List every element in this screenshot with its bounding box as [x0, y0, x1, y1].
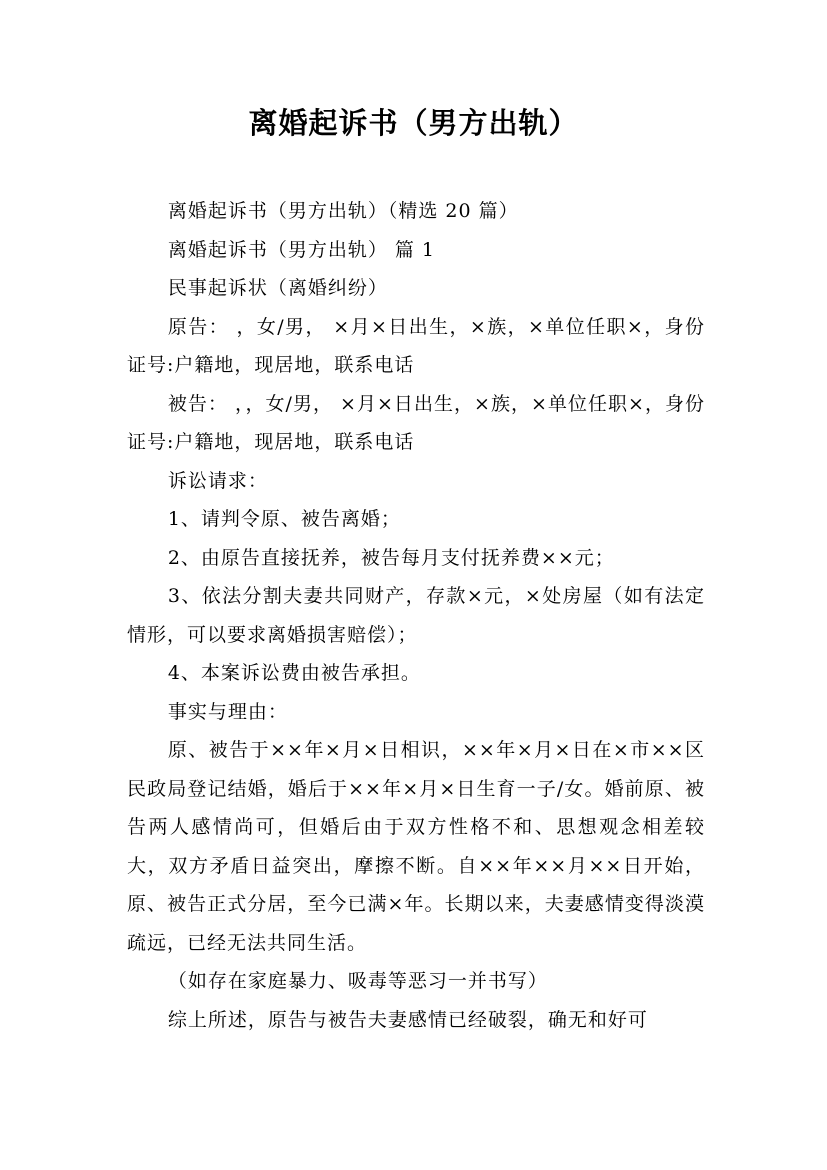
- paragraph-claim-3: 3、依法分割夫妻共同财产，存款×元，×处房屋（如有法定情形，可以要求离婚损害赔偿）；: [127, 585, 705, 646]
- paragraph-facts: 原、被告于××年×月×日相识，××年×月×日在×市××区民政局登记结婚，婚后于××年×月×日生育一子/女。婚前原、被告两人感情尚可，但婚后由于双方性格不和、思想观念相差较大，双方矛盾日益突出，摩擦不断。自××年××月××日开始，原、被告正式分居，至今已满×年。长期以来，夫妻感情变得淡漠疏远，已经无法共同生活。: [127, 739, 705, 954]
- paragraph-form-title: 民事起诉状（离婚纠纷）: [167, 277, 388, 299]
- paragraph-claim-4: 4、本案诉讼费由被告承担。: [167, 662, 421, 684]
- paragraph-note: （如存在家庭暴力、吸毒等恶习一并书写）: [167, 970, 548, 992]
- document-body: [127, 192, 705, 1039]
- paragraph-claim-2: 2、由原告直接抚养，被告每月支付抚养费××元；: [167, 546, 615, 569]
- document-title: 离婚起诉书（男方出轨）: [248, 106, 579, 140]
- paragraph-facts-heading: 事实与理由：: [167, 700, 288, 723]
- paragraph-plaintiff: 原告： ，女/男， ×月×日出生，×族，×单位任职×，身份证号:户籍地，现居地，联系电话: [127, 315, 705, 376]
- paragraph-subtitle: 离婚起诉书（男方出轨）（精选 20 篇）: [167, 200, 519, 222]
- paragraph-defendant: 被告： ，，女/男， ×月×日出生，×族，×单位任职×，身份证号:户籍地，现居地，联系电话: [127, 392, 705, 453]
- paragraph-claim-1: 1、请判令原、被告离婚；: [167, 508, 401, 530]
- paragraph-section-heading: 离婚起诉书（男方出轨） 篇 1: [167, 238, 436, 261]
- paragraph-conclusion: 综上所述，原告与被告夫妻感情已经破裂，确无和好可: [167, 1008, 648, 1031]
- paragraph-claims-heading: 诉讼请求：: [167, 469, 268, 492]
